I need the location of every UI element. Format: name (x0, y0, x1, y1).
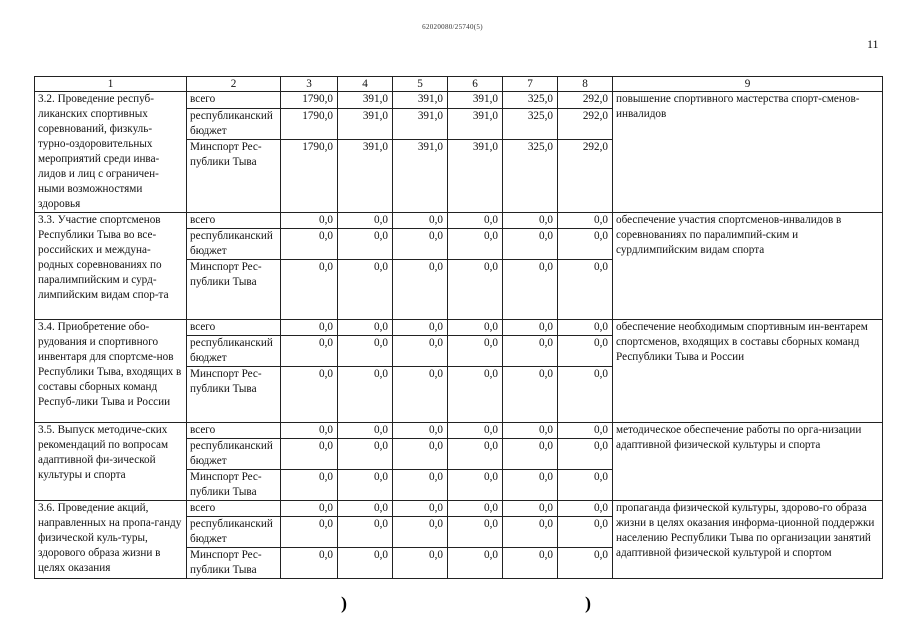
value-cell: 0,0 (448, 501, 503, 517)
value-cell: 0,0 (448, 229, 503, 260)
document-code: 62020080/25740(5) (422, 23, 483, 31)
funding-source: республиканский бюджет (187, 229, 281, 260)
value-cell: 0,0 (281, 260, 338, 320)
measure-name-line: здоровья (38, 198, 81, 210)
value-cell: 0,0 (558, 260, 613, 320)
value-cell: 0,0 (503, 501, 558, 517)
value-cell: 0,0 (393, 439, 448, 470)
table-row (35, 501, 883, 517)
value-cell: 391,0 (393, 109, 448, 140)
column-header: 5 (393, 77, 448, 92)
measure-name-line: 3.2. Проведение респуб- (38, 93, 154, 105)
value-cell: 0,0 (503, 548, 558, 579)
measure-name-line: ными возможностями (38, 183, 143, 195)
value-cell: 0,0 (503, 260, 558, 320)
value-cell: 0,0 (558, 336, 613, 367)
value-cell: 0,0 (558, 470, 613, 501)
funding-source: всего (187, 213, 281, 229)
column-header: 9 (613, 77, 883, 92)
measure-name-line: ликанских спортивных (38, 108, 148, 120)
column-header: 2 (187, 77, 281, 92)
funding-source: республиканский бюджет (187, 109, 281, 140)
value-cell: 0,0 (281, 548, 338, 579)
value-cell: 0,0 (503, 439, 558, 470)
table-row (35, 213, 883, 229)
column-header: 7 (503, 77, 558, 92)
funding-source: Минспорт Рес-публики Тыва (187, 367, 281, 423)
value-cell: 292,0 (558, 109, 613, 140)
value-cell: 292,0 (558, 92, 613, 109)
value-cell: 0,0 (448, 213, 503, 229)
value-cell: 292,0 (558, 140, 613, 213)
value-cell: 325,0 (503, 140, 558, 213)
value-cell: 0,0 (448, 320, 503, 336)
expected-result-cell: пропаганда физической культуры, здорово-го образа жизни в целях оказания информа-ционной поддержки населению Республики Тыва по организации занятий адаптивной физической культурой и спортом (613, 501, 883, 579)
value-cell: 0,0 (338, 213, 393, 229)
funding-source: Минспорт Рес-публики Тыва (187, 470, 281, 501)
value-cell: 0,0 (503, 367, 558, 423)
value-cell: 1790,0 (281, 92, 338, 109)
value-cell: 1790,0 (281, 109, 338, 140)
value-cell: 0,0 (338, 470, 393, 501)
value-cell: 0,0 (448, 470, 503, 501)
column-header: 1 (35, 77, 187, 92)
measure-name-line: соревнований, физкуль- (38, 123, 153, 135)
value-cell: 0,0 (448, 439, 503, 470)
funding-source: всего (187, 423, 281, 439)
funding-source: всего (187, 501, 281, 517)
value-cell: 0,0 (393, 320, 448, 336)
value-cell: 0,0 (393, 229, 448, 260)
value-cell: 0,0 (338, 336, 393, 367)
value-cell: 0,0 (338, 367, 393, 423)
column-header: 6 (448, 77, 503, 92)
table-row (35, 423, 883, 439)
expected-result-cell: методическое обеспечение работы по орга-низации адаптивной физической культуры и спорта (613, 423, 883, 501)
value-cell: 0,0 (558, 320, 613, 336)
value-cell: 0,0 (281, 501, 338, 517)
column-header: 3 (281, 77, 338, 92)
funding-source: республиканский бюджет (187, 517, 281, 548)
measure-name-line: турно-оздоровительных (38, 138, 153, 150)
value-cell: 0,0 (281, 423, 338, 439)
value-cell: 0,0 (338, 517, 393, 548)
value-cell: 0,0 (393, 367, 448, 423)
value-cell: 0,0 (558, 367, 613, 423)
value-cell: 0,0 (338, 423, 393, 439)
value-cell: 0,0 (503, 517, 558, 548)
measure-name-line: лидов и лиц с ограничен- (38, 168, 159, 180)
value-cell: 391,0 (338, 109, 393, 140)
value-cell: 0,0 (558, 548, 613, 579)
value-cell: 0,0 (281, 320, 338, 336)
value-cell: 0,0 (503, 470, 558, 501)
value-cell: 391,0 (338, 140, 393, 213)
value-cell: 0,0 (558, 213, 613, 229)
value-cell: 0,0 (558, 501, 613, 517)
value-cell: 0,0 (281, 367, 338, 423)
value-cell: 0,0 (281, 229, 338, 260)
table-row (35, 92, 883, 109)
measure-name-cell: 3.3. Участие спортсменов Республики Тыва во все-российских и междуна-родных соревнованиях по паралимпийским и сурд-лимпийским видам спор-та (35, 213, 187, 320)
scan-mark: ) (341, 593, 347, 613)
value-cell: 0,0 (393, 470, 448, 501)
expected-result-cell: обеспечение участия спортсменов-инвалидов в соревнованиях по паралимпий-ским и сурдлимпийским видам спорта (613, 213, 883, 320)
scan-mark: ) (585, 593, 591, 613)
value-cell: 0,0 (503, 336, 558, 367)
value-cell: 0,0 (503, 229, 558, 260)
value-cell: 0,0 (503, 320, 558, 336)
value-cell: 0,0 (393, 548, 448, 579)
value-cell: 0,0 (338, 229, 393, 260)
value-cell: 0,0 (558, 439, 613, 470)
value-cell: 0,0 (393, 501, 448, 517)
table-row (35, 320, 883, 336)
column-header: 4 (338, 77, 393, 92)
value-cell: 0,0 (448, 336, 503, 367)
funding-source: Минспорт Рес-публики Тыва (187, 260, 281, 320)
value-cell: 0,0 (393, 213, 448, 229)
value-cell: 0,0 (281, 517, 338, 548)
value-cell: 325,0 (503, 109, 558, 140)
value-cell: 325,0 (503, 92, 558, 109)
expected-result-cell: повышение спортивного мастерства спорт-сменов-инвалидов (613, 92, 883, 213)
value-cell: 0,0 (558, 517, 613, 548)
value-cell: 0,0 (393, 423, 448, 439)
value-cell: 0,0 (393, 517, 448, 548)
value-cell: 0,0 (448, 517, 503, 548)
value-cell: 391,0 (393, 92, 448, 109)
measure-name-cell: 3.5. Выпуск методиче-ских рекомендаций по вопросам адаптивной фи-зической культуры и спорта (35, 423, 187, 501)
value-cell: 391,0 (393, 140, 448, 213)
value-cell: 0,0 (558, 229, 613, 260)
value-cell: 0,0 (281, 213, 338, 229)
value-cell: 0,0 (503, 423, 558, 439)
funding-source: всего (187, 320, 281, 336)
value-cell: 0,0 (338, 501, 393, 517)
measure-name-line: мероприятий среди инва- (38, 153, 160, 165)
funding-source: республиканский бюджет (187, 336, 281, 367)
value-cell: 0,0 (393, 260, 448, 320)
value-cell: 391,0 (448, 92, 503, 109)
funding-source: Минспорт Рес-публики Тыва (187, 548, 281, 579)
measure-name-cell: 3.4. Приобретение обо-рудования и спортивного инвентаря для спортсме-нов Республики Тыва, входящих в составы сборных команд Респуб-лики Тыва и России (35, 320, 187, 423)
value-cell: 0,0 (448, 423, 503, 439)
value-cell: 0,0 (503, 213, 558, 229)
funding-source: всего (187, 92, 281, 109)
value-cell: 0,0 (448, 548, 503, 579)
program-table (34, 76, 883, 579)
value-cell: 0,0 (281, 439, 338, 470)
value-cell: 0,0 (448, 260, 503, 320)
value-cell: 0,0 (393, 336, 448, 367)
value-cell: 0,0 (338, 439, 393, 470)
value-cell: 0,0 (338, 548, 393, 579)
value-cell: 391,0 (448, 109, 503, 140)
value-cell: 0,0 (338, 260, 393, 320)
page-number: 11 (867, 37, 879, 51)
value-cell: 1790,0 (281, 140, 338, 213)
value-cell: 391,0 (448, 140, 503, 213)
measure-name-cell: 3.6. Проведение акций, направленных на пропа-ганду физической куль-туры, здорового образа жизни в целях оказания (35, 501, 187, 579)
funding-source: Минспорт Рес-публики Тыва (187, 140, 281, 213)
value-cell: 0,0 (558, 423, 613, 439)
expected-result-cell: обеспечение необходимым спортивным ин-вентарем спортсменов, входящих в составы сборных команд Республики Тыва и России (613, 320, 883, 423)
column-header-row (35, 77, 883, 92)
measure-name-cell (35, 92, 187, 213)
value-cell: 0,0 (448, 367, 503, 423)
value-cell: 0,0 (338, 320, 393, 336)
value-cell: 391,0 (338, 92, 393, 109)
value-cell: 0,0 (281, 470, 338, 501)
value-cell: 0,0 (281, 336, 338, 367)
funding-source: республиканский бюджет (187, 439, 281, 470)
column-header: 8 (558, 77, 613, 92)
